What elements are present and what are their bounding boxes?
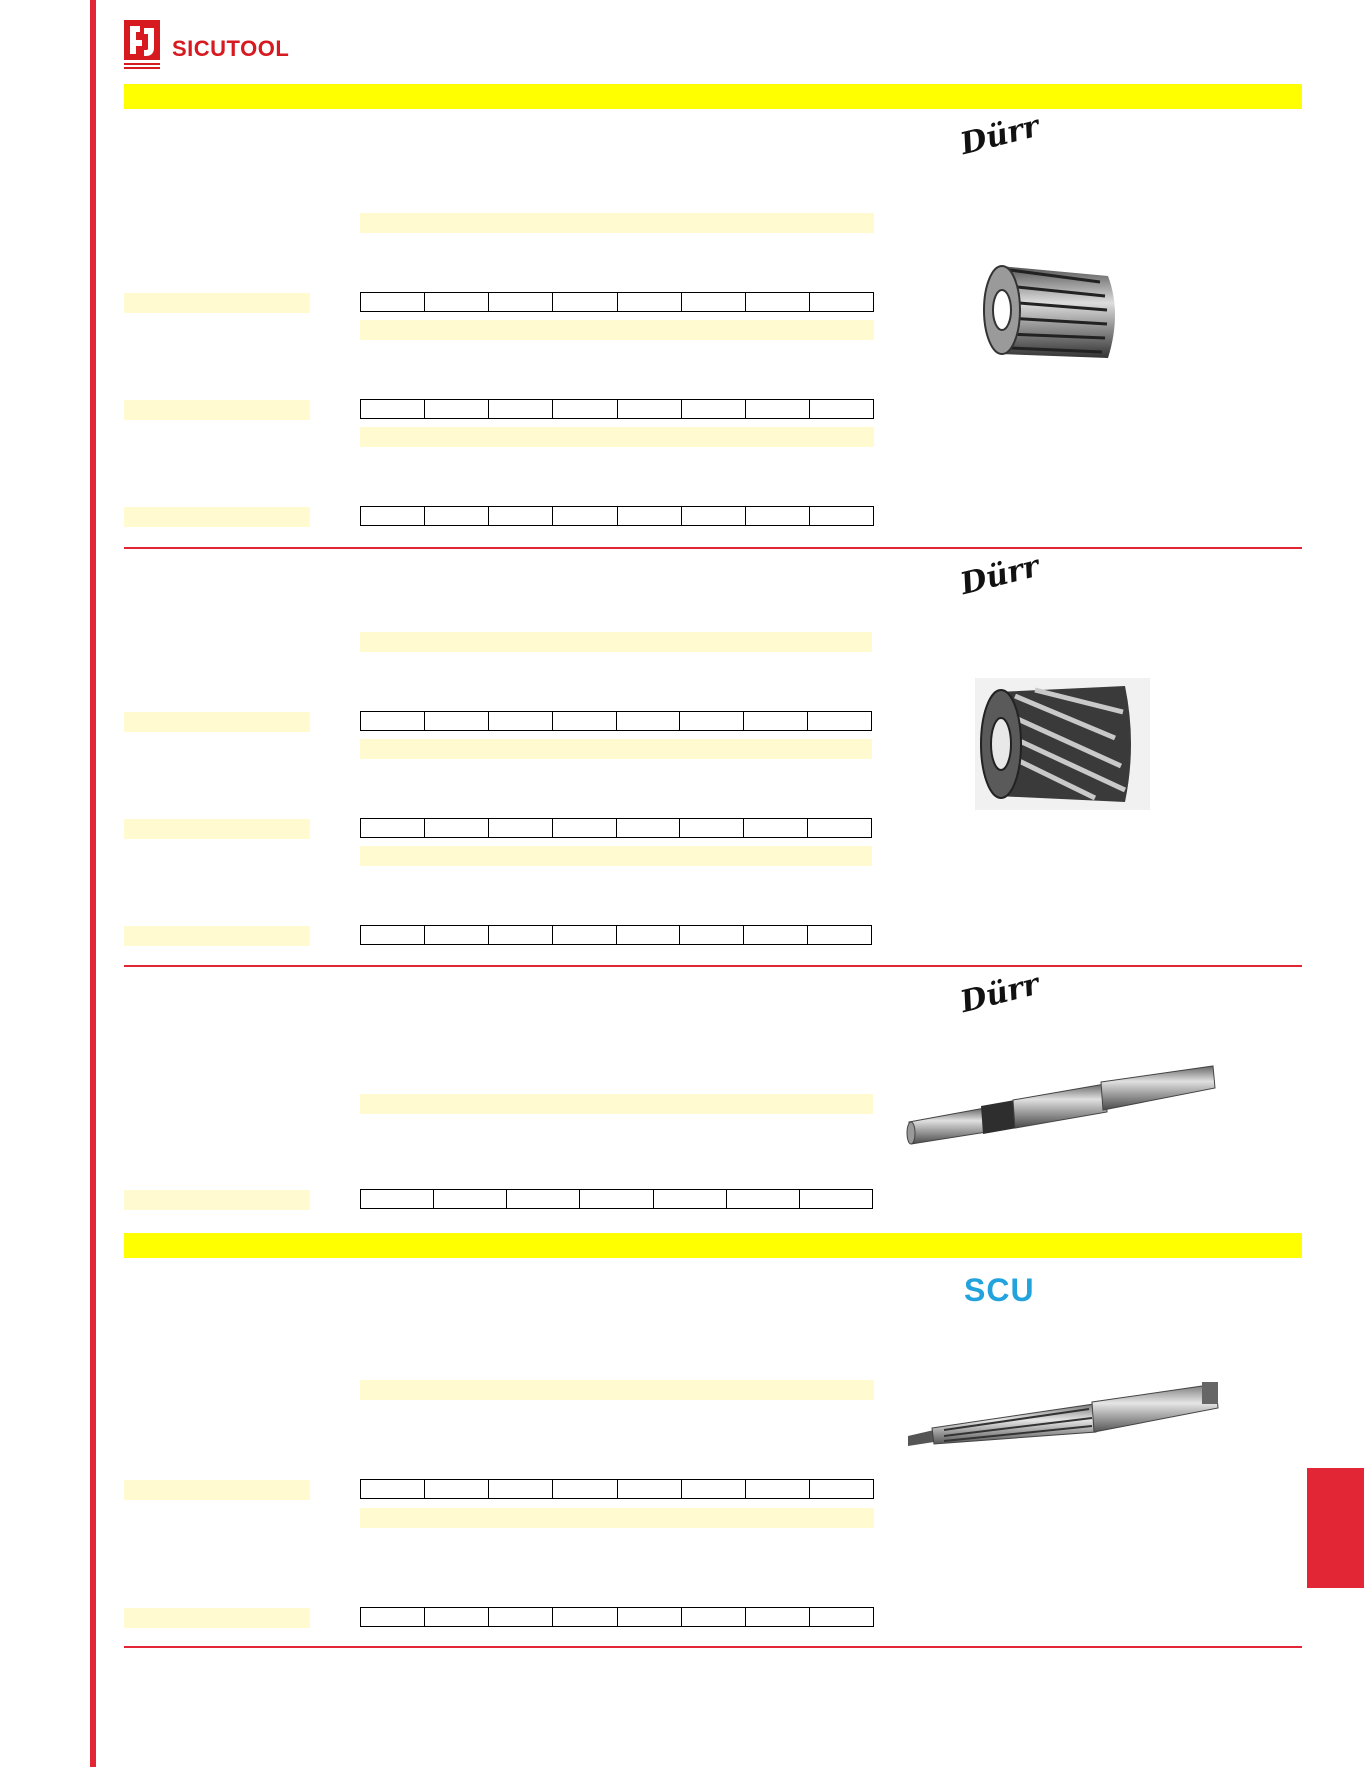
shell-reamer-helical-flute-icon <box>975 678 1150 810</box>
data-table-row <box>360 818 872 838</box>
brand-mark-durr: Dürr <box>956 108 1043 163</box>
row-label-bar <box>124 1480 310 1500</box>
data-table-row <box>360 1607 874 1627</box>
data-table-row <box>360 506 874 526</box>
spec-bar <box>360 1094 873 1114</box>
spec-bar <box>360 213 874 233</box>
data-table-row <box>360 1479 874 1499</box>
brand-mark-durr: Dürr <box>956 966 1043 1021</box>
spec-bar <box>360 320 874 340</box>
spec-bar <box>360 739 872 759</box>
row-label-bar <box>124 400 310 420</box>
row-label-bar <box>124 507 310 527</box>
brand-logo <box>124 20 164 72</box>
row-label-bar <box>124 1608 310 1628</box>
data-table-row <box>360 399 874 419</box>
shell-reamer-arbor-icon <box>905 1062 1220 1152</box>
spec-bar <box>360 632 872 652</box>
brand-name: SICUTOOL <box>172 36 290 61</box>
row-label-bar <box>124 926 310 946</box>
left-margin-rule <box>90 0 96 1767</box>
section-divider <box>124 965 1302 967</box>
spec-bar <box>360 846 872 866</box>
data-table-row <box>360 925 872 945</box>
spec-bar <box>360 1508 874 1528</box>
adjustable-hand-reamer-icon <box>904 1376 1222 1452</box>
brand-mark-durr: Dürr <box>956 548 1043 603</box>
data-table-row <box>360 1189 873 1209</box>
section-divider <box>124 1646 1302 1648</box>
data-table-row <box>360 292 874 312</box>
chapter-tab <box>1307 1468 1364 1588</box>
shell-reamer-straight-flute-icon <box>980 258 1130 368</box>
row-label-bar <box>124 819 310 839</box>
spec-bar <box>360 1380 874 1400</box>
data-table-row <box>360 711 872 731</box>
row-label-bar <box>124 712 310 732</box>
row-label-bar <box>124 293 310 313</box>
spec-bar <box>360 427 874 447</box>
row-label-bar <box>124 1190 310 1210</box>
brand-mark-scu: SCU <box>964 1272 1035 1308</box>
section-header-band <box>124 1233 1302 1258</box>
section-header-band <box>124 84 1302 109</box>
section-divider <box>124 547 1302 549</box>
